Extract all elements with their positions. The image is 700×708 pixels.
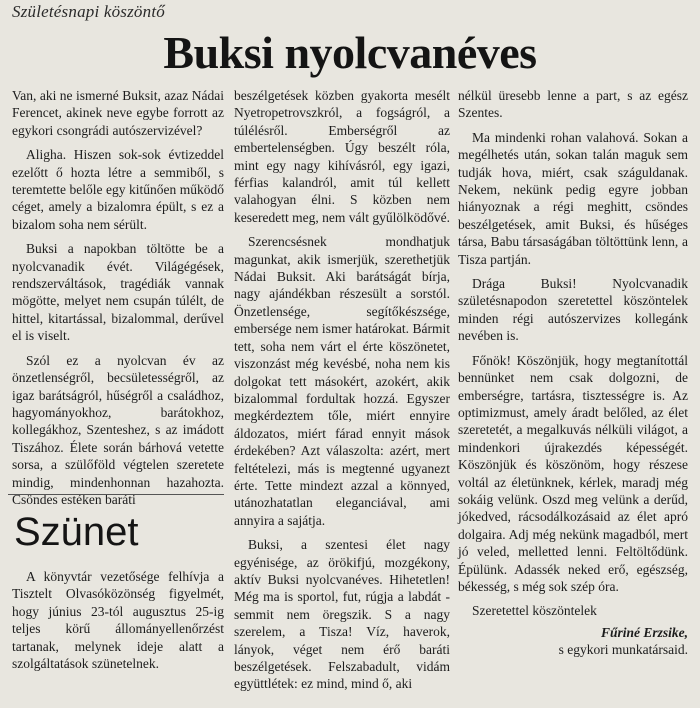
notice-title: Szünet: [14, 510, 139, 554]
notice-body: [12, 568, 224, 672]
paragraph: Buksi a napokban töltötte be a nyolcvanadik évét. Világégések, rendszerváltások, tragédiák vannak mögötte, melyet nem csupán túlélt, de hittel, kitartással, bizalommal, derűvel el is viselt.: [12, 241, 224, 344]
article-column-1: [12, 87, 224, 507]
signoff: Szeretettel köszöntelek: [472, 603, 597, 619]
article-kicker: Születésnapi köszöntő: [12, 2, 165, 21]
author-colleagues: s egykori munkatársaid.: [558, 642, 688, 658]
paragraph: Drága Buksi! Nyolcvanadik születésnapodon szeretettel köszöntelek minden régi autószervizes kollegánk nevében is.: [458, 276, 688, 344]
notice-text: A könyvtár vezetősége felhívja a Tisztelt Olvasóközönség figyelmét, hogy június 23-tól augusztus 25-ig teljes körű állományellenőrzést tartanak, melynek ideje alatt a szolgáltatások szünetelnek.: [12, 569, 224, 672]
paragraph: Ma mindenki rohan valahová. Sokan a megélhetés után, sokan talán maguk sem tudják hova, miért, csak száguldanak. Nekem, nekünk pedig egyre jobban hiányoznak a régi meghitt, csöndes beszélgetések, amit Buksi, és hűséges társa, Babu társaságában töltöttünk lenn, a Tisza partján.: [458, 129, 688, 267]
paragraph: nélkül üresebb lenne a part, s az egész Szentes.: [458, 88, 688, 121]
paragraph: Főnök! Köszönjük, hogy megtanítottál bennünket nem csak dolgozni, de emberségre, tartásra, tisztességre is. Az optimizmust, amely áradt belőled, az élet szeretetét, a megalkuvás nélküli világot, a mindenkori újrakezdés képességét. Köszönjük és köszönöm, hogy részese voltál az életünknek, kérlek, maradj még sokáig velünk. Oszd meg velünk a derűd, jókedved, rácsodálkozásaid az élet apró dolgaira. Adj még nekünk magadból, mert jó veled, melletted lenni. Feltöltődünk. Épülünk. Adassék neked erő, egészség, békesség, s még sok szép óra.: [458, 352, 688, 594]
section-divider: [8, 494, 224, 495]
paragraph: Szól ez a nyolcvan év az önzetlenségről, becsületességről, az igaz barátságról, hűségről a családhoz, hagyományokhoz, barátokhoz, kollegákhoz, Szenteshez, s az imádott Tiszához. Élete során bárhová vetette sorsa, a szülőföld végtelen szeretete mindig, mindenhonnan hazahozta. Csöndes estéken baráti: [12, 352, 224, 507]
article-column-3: [458, 87, 688, 702]
paragraph: beszélgetések közben gyakorta mesélt Nyetropetrovszkról, a fogságról, a túlélésről. Emberségről az embertelenségben. Úgy beszélt róla, mint egy nagy kihívásról, egy igazi, férfias kalandról, amit túl kellett valahogyan élni. S közben nem keseredett meg, nem vált gyűlölködővé.: [234, 88, 450, 225]
paragraph: Aligha. Hiszen sok-sok évtizeddel ezelőtt ő hozta létre a semmiből, s teremtette belőle egy kitűnően működő céget, amely a bizalomra épült, s ez a bizalom soha nem sérült.: [12, 147, 224, 232]
article-headline: Buksi nyolcvanéves: [163, 27, 537, 78]
paragraph: Buksi, a szentesi élet nagy egyénisége, az örökifjú, mozgékony, aktív Buksi nyolcvanéves. Hihetetlen! Még ma is sportol, fut, rúgja a labdát - semmit nem öregszik. S a nagy szerelem, a Tisza! Víz, haverok, lányok, véget nem érő baráti beszélgetések. Felszabadult, vidám együttlétek: ez mind, mind ő, aki: [234, 537, 450, 692]
article-column-2: [234, 87, 450, 702]
paragraph: Van, aki ne ismerné Buksit, azaz Nádai Ferencet, akinek neve egybe forrott az egykori csongrádi autószervizével?: [12, 88, 224, 138]
paragraph: Szerencsésnek mondhatjuk magunkat, akik ismerjük, szerethetjük Nádai Buksit. Aki barátságát bírja, nagy ajándékban részesült a sorstól. Önzetlensége, segítőkészsége, embersége nem ismer határokat. Bármit tett, soha nem várt el érte köszönetet, viszonzást még kevésbé, noha nem kis dolgokat tett másokért, azokért, akik bizalommal fordultak hozzá. Egyszer megkérdeztem tőle, miért ennyire áldozatos, miért fárad ennyit mások érdekében? Azt válaszolta: azért, mert feltételezi, más is megtenné ugyanezt érte. Tette mindezt azzal a könnyed, utánozhatatlan eleganciával, ami annyira a sajátja.: [234, 234, 450, 528]
author-name: Fűriné Erzsike,: [600, 624, 688, 640]
